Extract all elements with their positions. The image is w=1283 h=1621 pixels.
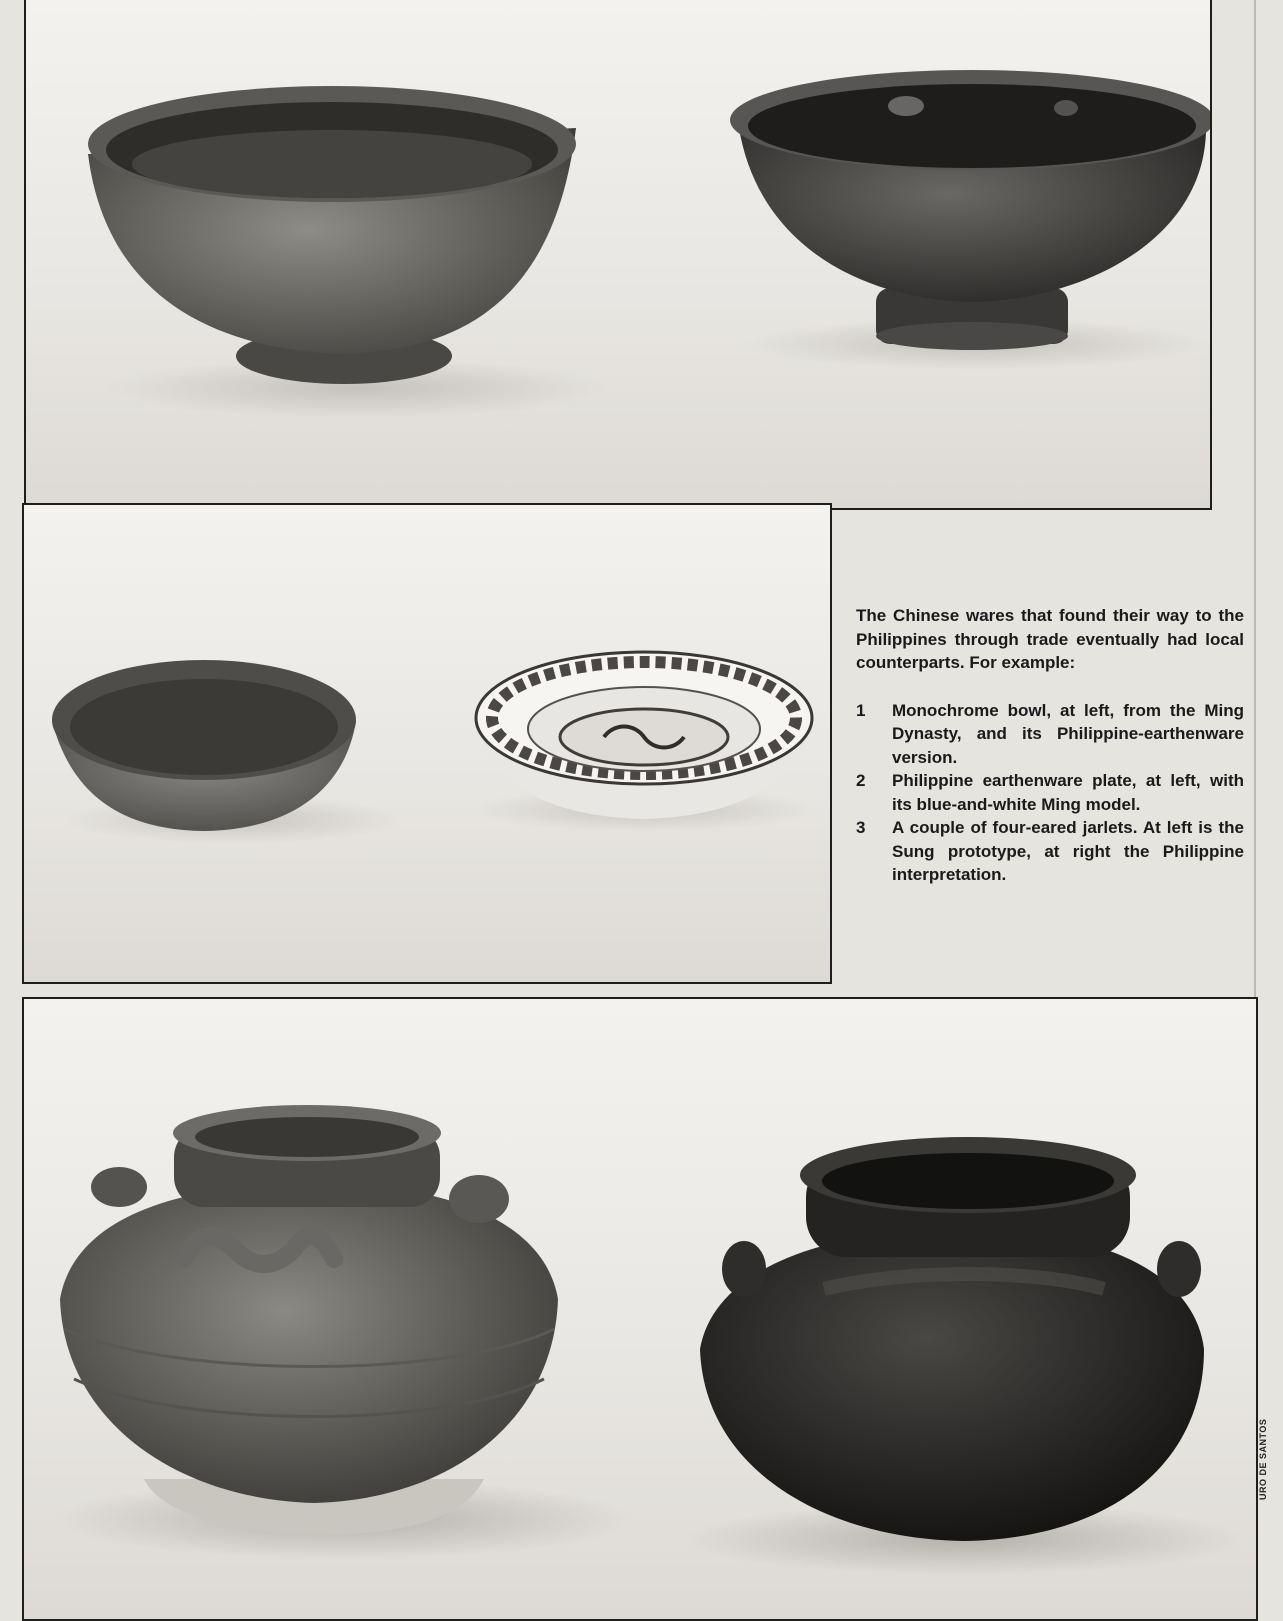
- photo-plates: [22, 503, 832, 984]
- caption-item: [856, 769, 1244, 816]
- jarlet-right: [684, 1137, 1244, 1575]
- photo-plates-image: [24, 505, 830, 982]
- caption-list: [856, 699, 1244, 887]
- caption-item-number: 2: [856, 771, 866, 790]
- caption-item-text: Philippine earthenware plate, at left, with its blue-and-white Ming model.: [892, 771, 1244, 814]
- photo-bowls: [24, 0, 1212, 510]
- caption-item-number: 1: [856, 700, 866, 720]
- caption: [856, 604, 1244, 887]
- photo-bowls-image: [26, 0, 1210, 508]
- photo-credit: URO DE SANTOS: [1258, 1418, 1268, 1500]
- jarlet-left: [54, 1105, 634, 1559]
- caption-item: [856, 699, 1244, 770]
- photo-jarlets: [22, 997, 1258, 1621]
- photo-jarlets-image: [24, 999, 1256, 1619]
- caption-item-text: A couple of four-eared jarlets. At left is the Sung prototype, at right the Philippine interpretation.: [892, 818, 1244, 884]
- caption-intro: The Chinese wares that found their way to the Philippines through trade eventually had local counterparts. For example:: [856, 606, 1244, 672]
- caption-item: [856, 816, 1244, 887]
- bowl-left: [88, 86, 606, 418]
- plate-right: [474, 652, 814, 832]
- caption-item-text: Monochrome bowl, at left, from the Ming Dynasty, and its Philippine-earthenware version.: [892, 700, 1244, 767]
- plate-left: [52, 660, 404, 844]
- bowl-right: [730, 70, 1210, 370]
- caption-item-number: 3: [856, 818, 866, 837]
